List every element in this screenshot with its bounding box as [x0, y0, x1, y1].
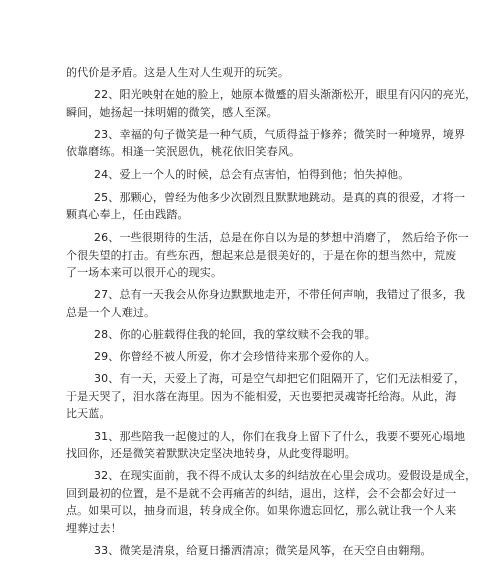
text-line: 31、那些陪我一起傻过的人，你们在我身上留下了什么，我要不要死心塌地	[94, 429, 466, 443]
text-line: 28、你的心脏载得住我的轮回，我的掌纹赎不会我的罪。	[94, 328, 376, 342]
text-line: 个很失望的打击。有些东西，想起来总是很美好的，于是在你的想当然中，荒废	[66, 248, 457, 262]
text-line: 颗真心奉上，任由践踏。	[66, 208, 189, 222]
text-line: 瞬间，她扬起一抹明媚的微笑，感人至深。	[66, 105, 278, 119]
text-line: 29、你曾经不被人所爱，你才会珍惜待来那个爱你的人。	[94, 350, 376, 364]
text-line: 找回你，还是微笑着默默决定坚决地转身，从此变得聪明。	[66, 447, 356, 461]
text-line: 32、在现实面前，我不得不成认太多的纠结放在心里会成功。爱假设是成全，	[94, 469, 477, 483]
text-line: 回到最初的位置，是不是就不会再痛苦的纠结，退出，这样，会不会都会好过一	[66, 486, 457, 500]
text-line: 点。如果可以，抽身而退，转身成全你。如果你遗忘回忆，那么就让我一个人来	[66, 504, 457, 518]
text-line: 依靠磨练。相逢一笑泯恩仇，桃花依旧笑春风。	[66, 145, 301, 159]
text-line: 的代价是矛盾。这是人生对人生观开的玩笑。	[66, 66, 289, 79]
text-line: 总是一个人难过。	[66, 305, 156, 319]
text-line: 埋葬过去！	[66, 521, 122, 535]
text-line: 30、有一天，天爱上了海，可是空气却把它们阻隔开了，它们无法相爱了，	[94, 372, 466, 386]
text-line: 33、微笑是清泉，给夏日播洒清凉；微笑是风筝，在天空自由翱翔。	[94, 544, 432, 557]
text-line: 22、阳光映射在她的脸上，她原本微蹙的眉头渐渐松开，眼里有闪闪的亮光，	[94, 88, 477, 102]
text-line: 比天蓝。	[66, 407, 111, 421]
text-line: 了一场本来可以很开心的现实。	[66, 266, 223, 280]
text-line: 24、爱上一个人的时候，总会有点害怕，怕得到他；怕失掉他。	[94, 168, 410, 182]
text-line: 于是天哭了，泪水落在海里。因为不能相爱，天也要把灵魂寄托给海。从此，海	[66, 389, 457, 403]
text-line: 27、总有一天我会从你身边默默地走开，不带任何声响，我错过了很多，我	[94, 288, 466, 302]
text-line: 25、那颗心，曾经为他多少次剧烈且默默地跳动。是真的真的很爱，才将一	[94, 190, 466, 204]
text-line: 23、幸福的句子微笑是一种气质，气质得益于修养；微笑时一种境界，境界	[94, 127, 466, 141]
text-line: 26、一些很期待的生活，总是在你自以为是的梦想中消磨了， 然后给予你一	[94, 231, 469, 245]
